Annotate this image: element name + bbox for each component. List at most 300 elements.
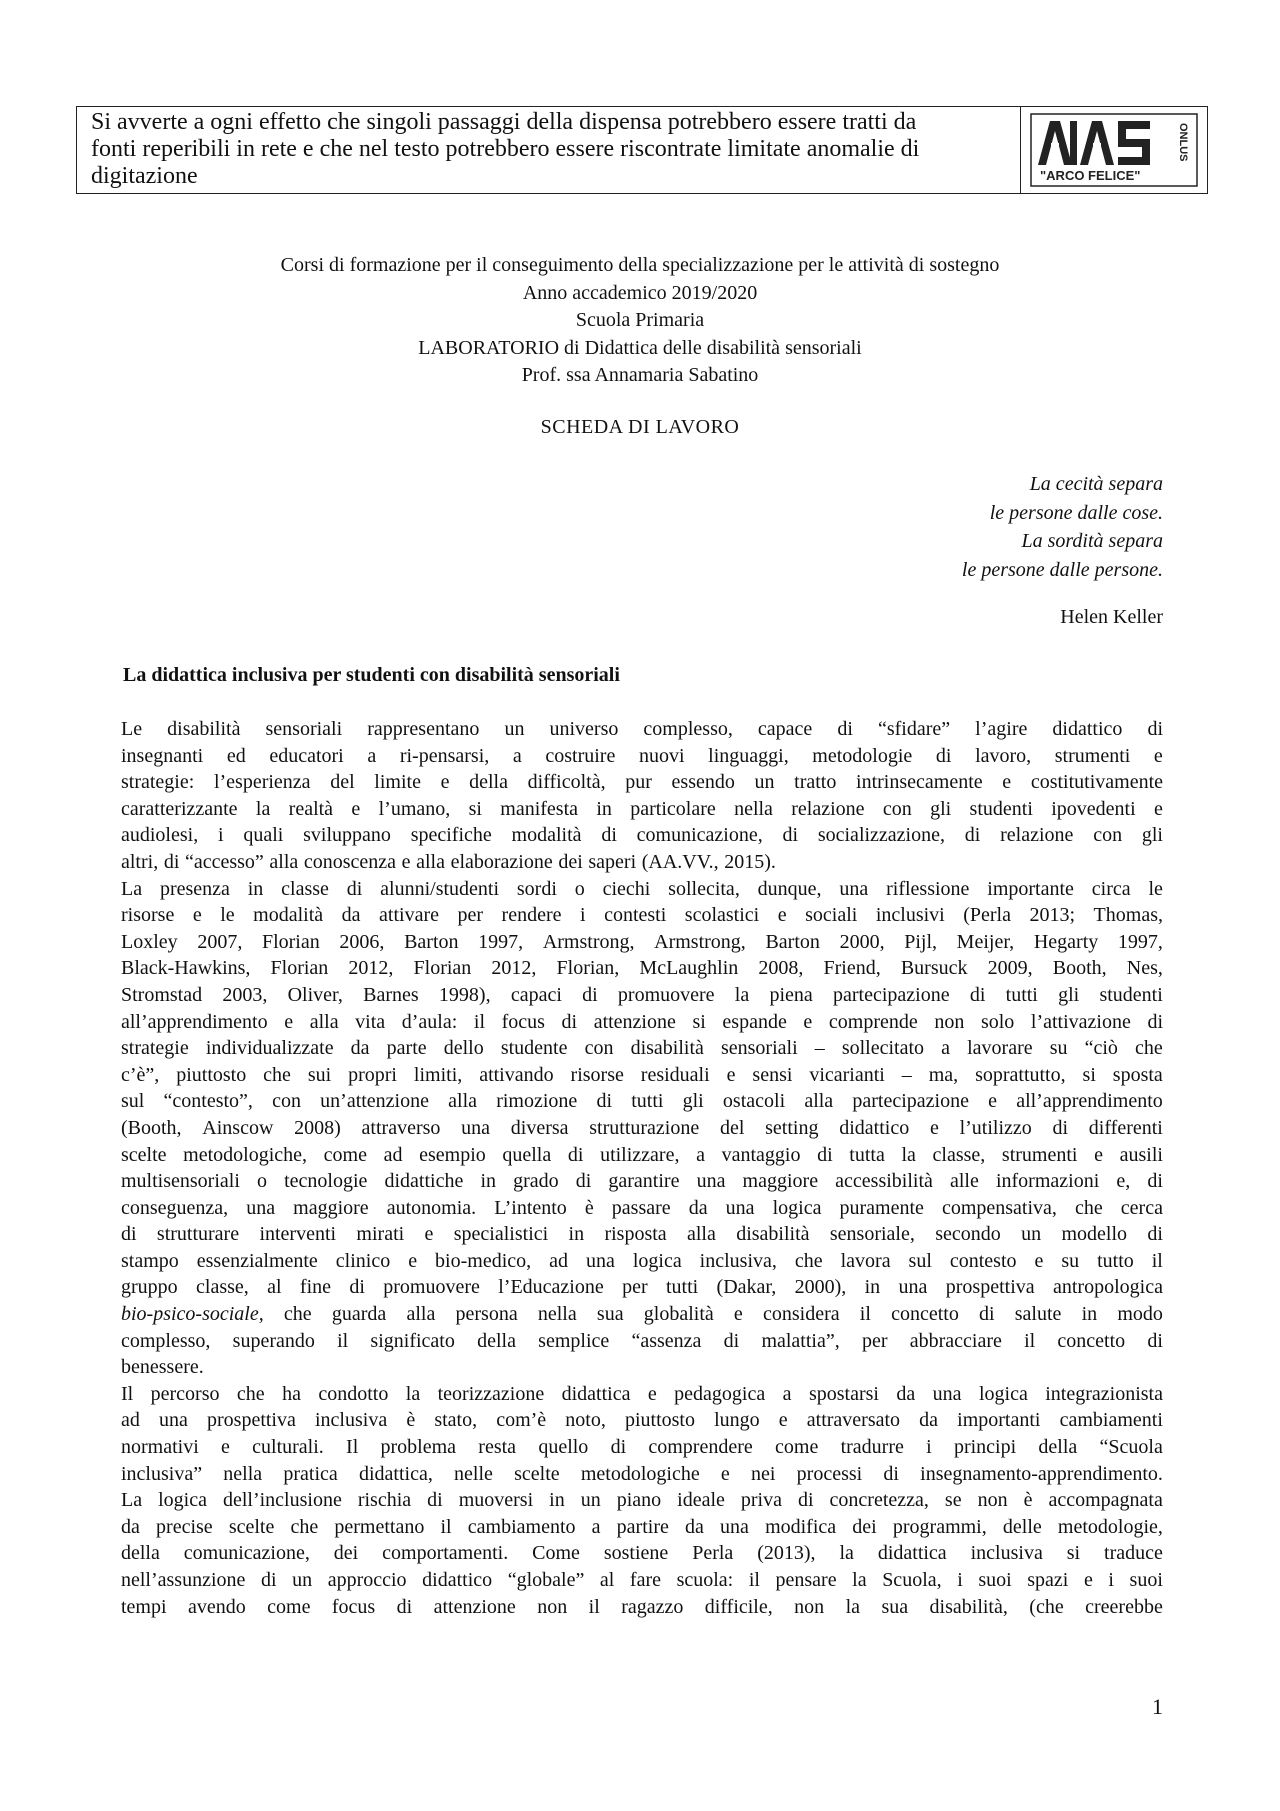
body-word: autonomia.	[386, 1196, 477, 1219]
body-word: scelte	[121, 1143, 167, 1166]
body-word: si	[468, 797, 482, 820]
body-word: didattico	[422, 1569, 493, 1591]
disclaimer-box	[76, 106, 1208, 194]
body-line	[121, 1487, 1163, 1514]
body-line	[121, 849, 1163, 876]
body-word: tempi	[121, 1595, 167, 1618]
body-word: una	[246, 1196, 276, 1219]
body-word: tutti	[665, 1276, 699, 1299]
body-word: 2000,	[839, 930, 885, 953]
body-word: importante	[987, 877, 1074, 900]
body-word: e	[1034, 1249, 1044, 1272]
body-word: benessere.	[121, 1356, 204, 1379]
body-word: che	[283, 1303, 312, 1326]
body-word: strategie	[121, 1037, 189, 1060]
epigraph-line: le persone dalle persone.	[961, 558, 1163, 581]
body-word: l’esperienza	[213, 771, 311, 794]
body-word: come	[775, 1436, 819, 1459]
body-word: è	[584, 1196, 594, 1219]
body-word: una	[932, 1382, 962, 1405]
body-word: ad	[549, 1249, 568, 1272]
body-word: da	[350, 1037, 370, 1060]
body-word: e	[1153, 744, 1163, 767]
body-word: Florian,	[556, 957, 620, 980]
body-word: difficoltà,	[527, 771, 606, 794]
body-word: relazione	[791, 797, 865, 820]
body-word: muoversi	[458, 1489, 534, 1512]
body-word: elaborazione	[450, 850, 553, 873]
body-word: piena	[769, 983, 813, 1006]
body-word: o	[256, 1170, 267, 1193]
body-word: modifica	[765, 1515, 837, 1538]
body-word: di	[837, 718, 853, 740]
body-word: inclusiva,	[699, 1249, 777, 1272]
body-word: del	[719, 1116, 745, 1139]
body-word: Booth,	[1052, 957, 1107, 980]
body-word: differenti	[1088, 1116, 1163, 1139]
body-word: 1997,	[478, 930, 524, 953]
body-word: comportamenti.	[382, 1542, 509, 1565]
body-word: presenza	[159, 877, 230, 900]
body-word: Stromstad	[121, 983, 203, 1006]
body-word: in	[596, 797, 612, 820]
body-word: 1997,	[1117, 930, 1163, 953]
body-word: i	[218, 824, 224, 847]
body-word: metodologie,	[1057, 1515, 1163, 1538]
body-word: attivando	[479, 1063, 554, 1086]
body-word: e	[424, 1223, 434, 1246]
body-word: puramente	[839, 1196, 924, 1219]
body-word: di	[582, 983, 598, 1006]
body-word: attraversato	[806, 1409, 901, 1432]
body-word: su	[1049, 1037, 1068, 1060]
body-line	[121, 1088, 1163, 1115]
body-line	[121, 1115, 1163, 1142]
body-word: cambiamenti	[1059, 1409, 1163, 1432]
body-word: 2012,	[348, 957, 394, 980]
body-word: una	[461, 1116, 491, 1139]
body-word: nell’assunzione	[121, 1569, 246, 1591]
body-line	[121, 1354, 1163, 1381]
body-word: lungo	[714, 1409, 760, 1432]
body-word: di	[964, 824, 981, 847]
body-word: “sfidare”	[877, 718, 951, 740]
body-word: comunicazione,	[183, 1542, 310, 1565]
body-word: capace	[757, 718, 813, 740]
body-word: la	[734, 983, 750, 1006]
body-word: ad	[121, 1409, 140, 1432]
body-word: della	[477, 1329, 516, 1352]
body-line	[121, 1168, 1163, 1195]
body-word: semplice	[538, 1329, 610, 1352]
body-word: un	[754, 771, 775, 794]
body-word: condotto	[318, 1382, 389, 1405]
body-word: una	[839, 877, 869, 900]
body-word: compensativa,	[941, 1196, 1057, 1219]
body-word: sensoriale,	[829, 1223, 915, 1246]
body-word: da	[341, 904, 361, 927]
body-word: “accesso”	[184, 850, 264, 873]
epigraph-line: le persone dalle cose.	[989, 501, 1163, 524]
body-word: Come	[532, 1542, 580, 1565]
body-word: didattico	[1052, 718, 1123, 740]
body-word: e	[929, 1116, 939, 1139]
body-word: tutto	[1097, 1249, 1134, 1272]
body-word: rischia	[357, 1489, 412, 1512]
body-line	[121, 929, 1163, 956]
body-word: manifesta	[500, 797, 579, 820]
body-word: il	[748, 1569, 760, 1591]
body-word: insegnanti	[121, 744, 204, 767]
body-line	[121, 1301, 1163, 1328]
body-word: di	[723, 1329, 740, 1352]
body-word: che	[1135, 1037, 1163, 1060]
body-word: interventi	[259, 1223, 337, 1246]
body-word: Ainscow	[202, 1116, 274, 1139]
body-word: e	[221, 1436, 230, 1459]
body-word: 2008)	[294, 1116, 341, 1139]
body-word: non	[934, 1010, 965, 1033]
body-word: metodologie	[812, 744, 913, 767]
body-word: globalità	[643, 1303, 714, 1326]
body-word: complesso,	[121, 1329, 211, 1352]
body-word: suoi	[1129, 1569, 1163, 1591]
body-word: 2012,	[491, 957, 537, 980]
body-word: risposta	[604, 1223, 667, 1246]
body-word: alla	[448, 1090, 478, 1113]
body-word: sul	[908, 1249, 932, 1272]
body-word: sui	[307, 1063, 332, 1086]
body-word: universo	[549, 718, 619, 740]
body-word: soprattutto,	[975, 1063, 1066, 1086]
body-word: sua	[881, 1595, 909, 1618]
body-word: altri,	[121, 850, 159, 873]
body-word: con	[584, 1037, 614, 1060]
lab-title: LABORATORIO di Didattica delle disabilità sensoriali	[418, 336, 862, 359]
body-word: piuttosto	[176, 1063, 247, 1086]
body-word: la	[845, 1595, 861, 1618]
section-heading: La didattica inclusiva per studenti con disabilità sensoriali	[123, 664, 620, 686]
body-word: maggiore	[293, 1196, 369, 1219]
body-word: una	[159, 1409, 188, 1432]
body-word: linguaggi,	[708, 744, 789, 767]
body-word: promuovere	[383, 1276, 480, 1299]
body-word: di	[782, 824, 799, 847]
body-line	[121, 1035, 1163, 1062]
body-word: un	[1021, 1223, 1042, 1246]
body-word: precise	[156, 1515, 213, 1538]
body-word: –	[901, 1063, 912, 1086]
body-word: del	[330, 771, 355, 794]
body-word: Nes,	[1126, 957, 1163, 980]
body-word: scelte	[514, 1462, 560, 1485]
body-word: sociali	[805, 904, 858, 927]
disclaimer-line: digitazione	[91, 163, 198, 189]
body-word: “assenza	[631, 1329, 702, 1352]
body-word: 2013;	[1029, 904, 1076, 927]
body-word: nei	[751, 1462, 776, 1485]
body-word: contesti	[604, 904, 667, 927]
aias-logo	[1021, 107, 1207, 193]
body-word: lavoro,	[975, 744, 1032, 767]
body-word: dell’inclusione	[222, 1489, 342, 1512]
body-word: partecipazione	[852, 1090, 969, 1113]
body-word: traduce	[1104, 1542, 1163, 1565]
body-word: ragazzo	[621, 1595, 684, 1618]
body-word: parte	[386, 1037, 427, 1060]
body-word: d’aula:	[401, 1010, 458, 1033]
body-word: da	[896, 1382, 916, 1405]
body-word: l’attivazione	[1030, 1010, 1131, 1033]
body-word: spazi	[1027, 1569, 1069, 1591]
body-word: il	[1151, 1249, 1163, 1272]
body-line	[121, 822, 1163, 849]
body-word: Thomas,	[1093, 904, 1163, 927]
body-word: Hegarty	[1033, 930, 1099, 953]
body-word: inclusivi	[875, 904, 945, 927]
body-word: disabilità	[167, 718, 241, 740]
body-word: c’è”,	[121, 1063, 160, 1086]
body-word: di	[596, 1090, 613, 1113]
body-word: (che	[1029, 1595, 1064, 1618]
body-word: il	[337, 1329, 349, 1352]
body-word: ideale	[677, 1489, 725, 1512]
body-word: piuttosto	[624, 1409, 695, 1432]
body-word: tutta	[849, 1143, 885, 1166]
body-line	[121, 1142, 1163, 1169]
body-word: vita	[355, 1010, 386, 1033]
body-word: di	[883, 1462, 899, 1485]
body-word: logica	[632, 1249, 682, 1272]
body-word: modalità	[253, 904, 324, 927]
body-word: una	[696, 1170, 726, 1193]
body-word: tutti	[1005, 983, 1038, 1006]
body-word: la	[839, 1542, 854, 1565]
body-word: le	[220, 904, 235, 927]
body-word: e	[803, 1010, 813, 1033]
body-word: il	[440, 1515, 452, 1538]
body-word: dei	[333, 1542, 359, 1565]
body-word: della	[121, 1542, 160, 1565]
body-word: utilizzare,	[600, 1143, 680, 1166]
body-word: attraverso	[361, 1116, 441, 1139]
body-word: conoscenza	[303, 850, 397, 873]
body-word: di	[1147, 1010, 1163, 1033]
body-word: nella	[734, 797, 773, 820]
body-word: informazioni	[995, 1170, 1100, 1193]
academic-year: Anno accademico 2019/2020	[522, 281, 758, 304]
body-word: promuovere	[617, 983, 715, 1006]
body-line	[121, 1381, 1163, 1408]
body-word: creerebbe	[1085, 1595, 1163, 1618]
body-word: il	[588, 1595, 600, 1618]
body-word: e	[1002, 771, 1012, 794]
body-word: didattiche	[384, 1170, 464, 1193]
body-word: un	[504, 718, 525, 740]
body-word: ausili	[1119, 1143, 1163, 1166]
body-line	[121, 1567, 1163, 1594]
body-word: di	[979, 1303, 995, 1326]
body-word: Florian	[261, 930, 320, 953]
body-word: “globale”	[507, 1569, 585, 1591]
body-word: da	[688, 1196, 708, 1219]
body-word: è	[1023, 1489, 1033, 1512]
body-word: i	[580, 904, 586, 927]
body-word: pensare	[775, 1569, 837, 1591]
body-word: comunicazione,	[636, 824, 763, 847]
body-word: 2003,	[222, 983, 268, 1006]
body-line	[121, 1009, 1163, 1036]
body-word: e	[1094, 1143, 1103, 1166]
body-word: alla	[406, 1303, 436, 1326]
body-word: di	[1147, 1170, 1163, 1193]
body-word: percorso	[150, 1382, 220, 1405]
body-word: alla	[804, 1090, 834, 1113]
body-word: scuola:	[676, 1569, 734, 1591]
body-text	[121, 716, 1163, 1620]
body-word: specialistici	[453, 1223, 549, 1246]
body-word: nella	[537, 1303, 577, 1326]
body-word: vantaggio	[721, 1143, 801, 1166]
body-word: principi	[953, 1436, 1017, 1459]
body-word: ma,	[928, 1063, 959, 1086]
body-word: disabilità	[736, 1223, 810, 1246]
body-word: al	[267, 1276, 282, 1299]
body-word: L’intento	[494, 1196, 567, 1219]
body-word: sordi	[516, 877, 557, 900]
body-word: solo	[980, 1010, 1015, 1033]
body-word: Oliver,	[287, 983, 343, 1006]
body-word: riflessione	[886, 877, 970, 900]
body-word: e	[401, 850, 411, 873]
body-word: inclusiva	[970, 1542, 1043, 1565]
body-line	[121, 1221, 1163, 1248]
body-word: concetto	[1057, 1329, 1126, 1352]
body-word: alla	[416, 850, 445, 873]
body-word: con	[1093, 824, 1123, 847]
body-word: educatori	[269, 744, 344, 767]
body-word: sollecitato	[841, 1037, 925, 1060]
body-word: Loxley	[121, 930, 178, 953]
body-word: approccio	[327, 1569, 407, 1591]
body-word: Florian	[413, 957, 472, 980]
body-word: all’apprendimento	[1016, 1090, 1163, 1113]
body-word: esempio	[419, 1143, 486, 1166]
body-word: Scuola,	[882, 1569, 942, 1591]
body-word: nelle	[454, 1462, 493, 1485]
body-line	[121, 743, 1163, 770]
body-word: vicarianti	[809, 1063, 885, 1086]
body-word: una	[585, 1249, 615, 1272]
body-word: costitutivamente	[1030, 771, 1163, 794]
body-line	[121, 1274, 1163, 1301]
body-word: i	[957, 1569, 963, 1591]
body-word: inclusiva”	[121, 1462, 203, 1485]
body-word: attenzione	[593, 1010, 676, 1033]
body-word: dello	[443, 1037, 484, 1060]
body-word: della	[469, 771, 508, 794]
body-word: McLaughlin	[639, 957, 739, 980]
body-word: di	[601, 824, 617, 847]
body-word: 2006,	[339, 930, 385, 953]
body-word: residuali	[640, 1063, 710, 1086]
body-word: Barton	[765, 930, 820, 953]
body-word: quello	[538, 1436, 589, 1459]
body-word: importanti	[957, 1409, 1041, 1432]
body-word: di	[561, 1010, 578, 1033]
body-word: ri-pensarsi,	[399, 744, 490, 767]
body-word: si	[1082, 1063, 1096, 1086]
body-word: strumenti	[1001, 1143, 1078, 1166]
body-word: da	[685, 1515, 704, 1538]
body-word: strategie:	[121, 771, 195, 794]
body-word: e	[647, 1382, 657, 1405]
body-word: garantire	[608, 1170, 680, 1193]
body-word: persona	[455, 1303, 518, 1326]
body-word: priva	[740, 1489, 782, 1512]
body-word: delle	[1002, 1515, 1042, 1538]
body-word: La	[121, 1489, 143, 1512]
body-word: concetto	[891, 1303, 959, 1326]
body-word: di	[1147, 718, 1163, 740]
body-word: classe,	[932, 1143, 986, 1166]
body-word: o	[574, 877, 585, 900]
body-word: Pijl,	[904, 930, 938, 953]
body-word: Bursuck	[900, 957, 968, 980]
body-word: tecnologie	[284, 1170, 368, 1193]
body-word: Friend,	[823, 957, 881, 980]
body-line	[121, 1540, 1163, 1567]
body-word: con	[882, 797, 912, 820]
body-word: multisensoriali	[121, 1170, 240, 1193]
body-line	[121, 769, 1163, 796]
body-word: disabilità	[630, 1037, 704, 1060]
body-word: considera	[762, 1303, 840, 1326]
body-word: didattica	[877, 1542, 947, 1565]
body-line	[121, 1594, 1163, 1621]
body-word: e	[778, 1409, 788, 1432]
body-word: complesso,	[643, 718, 733, 740]
disclaimer-line: fonti reperibili in rete e che nel testo potrebbero essere riscontrate limitate anomalie di	[91, 136, 920, 162]
epigraph-line: La sordità separa	[1021, 530, 1163, 552]
body-word: a	[591, 1515, 601, 1538]
body-word: non	[537, 1595, 568, 1618]
body-word: e	[733, 1303, 743, 1326]
body-word: e	[726, 1063, 736, 1086]
logo-subtitle: "ARCO FELICE"	[1040, 168, 1141, 183]
body-word: classe,	[196, 1276, 249, 1299]
body-word: passare	[611, 1196, 671, 1219]
body-word: ha	[282, 1382, 301, 1405]
body-word: modello	[1061, 1223, 1127, 1246]
body-word: il	[1024, 1329, 1036, 1352]
body-word: Perla	[692, 1542, 734, 1565]
body-word: dei	[558, 850, 583, 873]
body-word: sensi	[752, 1063, 793, 1086]
body-word: di	[575, 1170, 592, 1193]
body-word: l’utilizzo	[959, 1116, 1032, 1139]
body-word: culturali.	[252, 1436, 324, 1459]
body-word: in	[1081, 1303, 1098, 1326]
body-word: rendere	[501, 904, 562, 927]
body-word: stato,	[434, 1409, 478, 1432]
epigraph-line: La cecità separa	[1029, 473, 1163, 495]
body-word: studenti	[1099, 983, 1163, 1006]
body-word: è	[406, 1409, 416, 1432]
body-word: attenzione	[433, 1595, 516, 1618]
body-word: ostacoli	[722, 1090, 786, 1113]
body-word: alla	[309, 1010, 339, 1033]
